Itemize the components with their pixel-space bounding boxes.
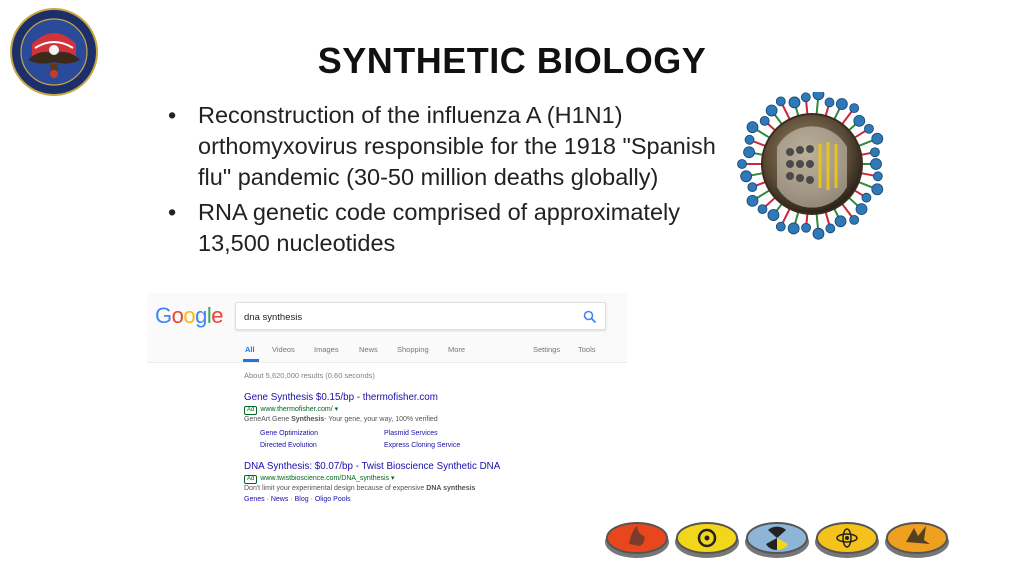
- chemical-hazard-icon: [814, 518, 880, 560]
- tab-more[interactable]: More: [448, 345, 466, 354]
- tools-link[interactable]: Tools: [578, 345, 596, 354]
- influenza-virus-illustration: [732, 92, 892, 242]
- logo-letter: o: [183, 303, 196, 328]
- search-results: [244, 371, 624, 515]
- result-title-link[interactable]: Gene Synthesis $0.15/bp - thermofisher.com: [244, 392, 438, 403]
- search-input[interactable]: [244, 308, 564, 326]
- google-logo[interactable]: [155, 303, 223, 329]
- result-link[interactable]: Blog: [294, 496, 309, 503]
- search-box[interactable]: [235, 302, 606, 330]
- search-result: [244, 461, 624, 505]
- sitelink[interactable]: Plasmid Services: [384, 430, 438, 437]
- desc-text: - Your gene, your way, 100% verified: [324, 416, 438, 423]
- logo-letter: e: [211, 303, 224, 328]
- result-url: Ad www.twistbioscience.com/DNA_synthesis ▾: [244, 474, 624, 484]
- bullet-marker: •: [168, 102, 177, 128]
- tab-news[interactable]: News: [359, 345, 378, 354]
- tab-shopping[interactable]: Shopping: [397, 345, 429, 354]
- desc-bold: Synthesis: [291, 416, 325, 423]
- result-url: Ad www.thermofisher.com/ ▾: [244, 405, 624, 415]
- result-links: Genes · News · Blog · Oligo Pools: [244, 496, 351, 503]
- result-description: [244, 484, 624, 494]
- logo-letter: l: [206, 303, 212, 328]
- desc-text: Don't limit your experimental design because of expensive: [244, 485, 427, 492]
- tab-all[interactable]: All: [245, 345, 255, 354]
- bullet-item: [168, 100, 743, 193]
- result-description: [244, 415, 624, 425]
- result-url-text: www.thermofisher.com/: [260, 406, 333, 413]
- biohazard-icon: [674, 518, 740, 560]
- bullet-marker: •: [168, 199, 177, 225]
- radiation-icon: [744, 518, 810, 560]
- search-icon[interactable]: [583, 310, 597, 324]
- search-tabs: [147, 341, 627, 363]
- bullet-list: [168, 100, 743, 263]
- result-link[interactable]: Oligo Pools: [314, 496, 351, 503]
- bullet-item: [168, 197, 743, 259]
- sitelink[interactable]: Directed Evolution: [260, 442, 317, 449]
- ad-badge: Ad: [244, 406, 257, 415]
- tab-videos[interactable]: Videos: [272, 345, 295, 354]
- logo-letter: G: [155, 303, 172, 328]
- settings-link[interactable]: Settings: [533, 345, 561, 354]
- result-url-text: www.twistbioscience.com/DNA_synthesis: [260, 475, 390, 482]
- slide-title: SYNTHETIC BIOLOGY: [317, 40, 707, 81]
- google-search-screenshot: [147, 293, 627, 518]
- desc-text: GeneArt Gene: [244, 416, 292, 423]
- explosive-hazard-icon: [884, 518, 950, 560]
- result-link[interactable]: News: [270, 496, 289, 503]
- result-title-link[interactable]: DNA Synthesis: $0.07/bp - Twist Bioscience Synthetic DNA: [244, 461, 501, 472]
- result-count: About 5,620,000 results (0.60 seconds): [244, 371, 375, 380]
- fire-hazard-icon: [604, 518, 670, 560]
- sitelink[interactable]: Gene Optimization: [260, 430, 318, 437]
- sitelinks: [260, 428, 624, 451]
- search-result: [244, 392, 624, 451]
- desc-bold: DNA synthesis: [426, 485, 476, 492]
- ad-badge: Ad: [244, 475, 257, 484]
- google-header: [147, 293, 627, 363]
- sitelink[interactable]: Express Cloning Service: [384, 442, 461, 449]
- active-tab-indicator: [243, 359, 259, 362]
- tab-images[interactable]: Images: [314, 345, 339, 354]
- result-link[interactable]: Genes: [244, 496, 265, 503]
- logo-letter: g: [195, 303, 207, 328]
- bullet-text: Reconstruction of the influenza A (H1N1) orthomyxovirus responsible for the 1918 "Spanish flu" pandemic (30-50 million deaths globally): [198, 102, 716, 190]
- bullet-text: RNA genetic code comprised of approximately 13,500 nucleotides: [198, 199, 680, 256]
- hazard-icons-row: [604, 518, 954, 564]
- logo-letter: o: [171, 303, 184, 328]
